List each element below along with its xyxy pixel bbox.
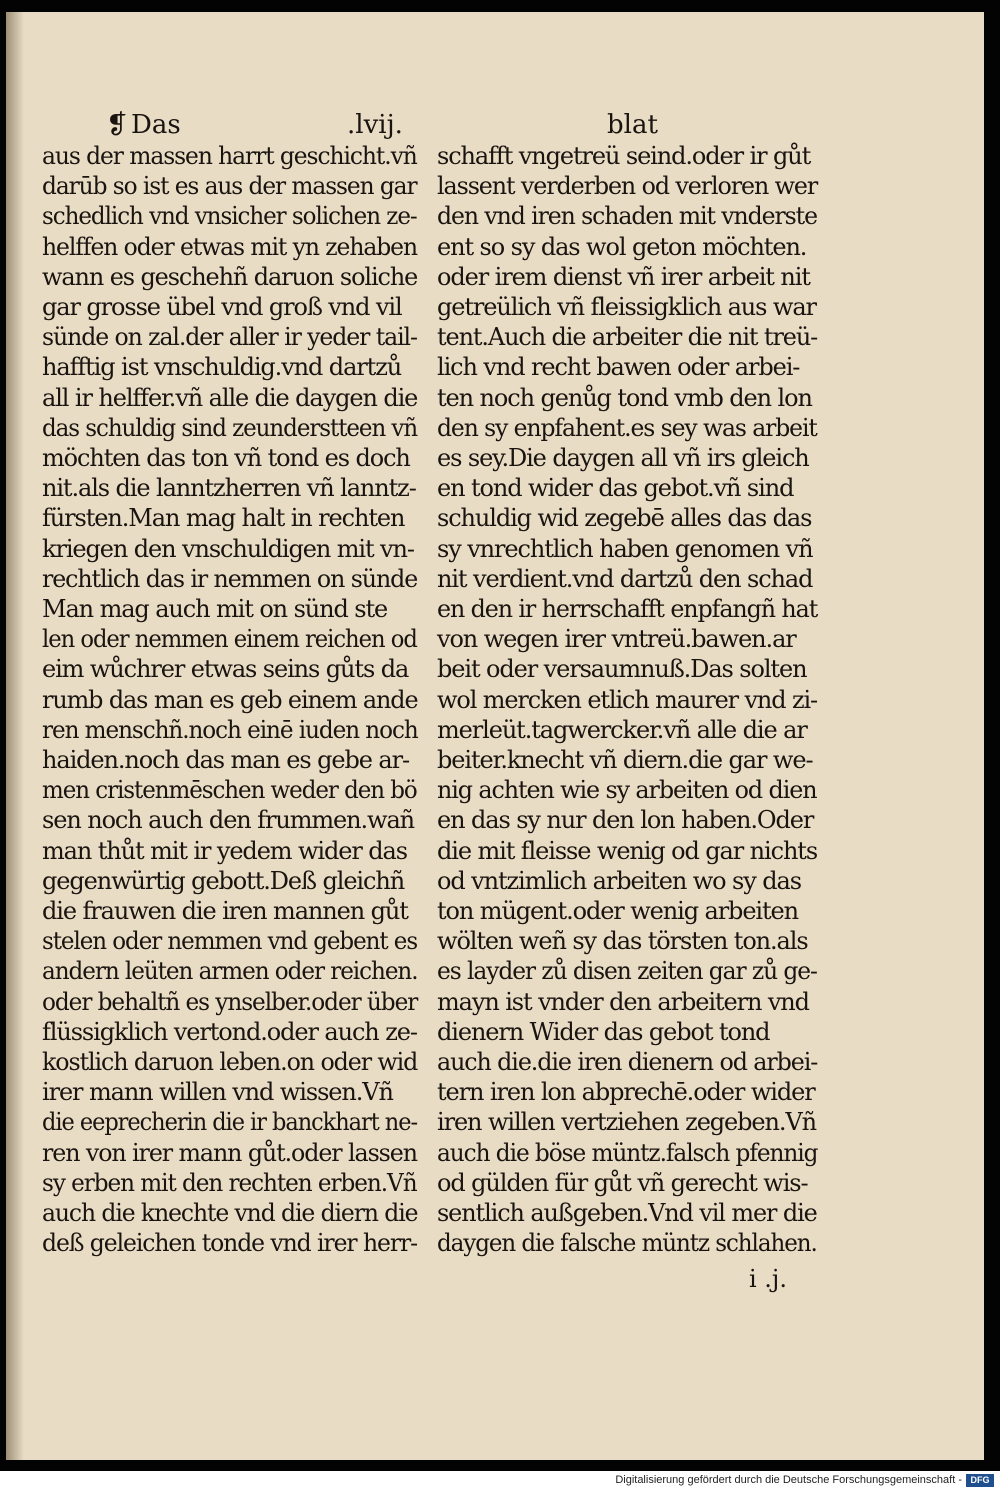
text-line: daygen die falsche müntz schlahen. bbox=[437, 1229, 817, 1258]
text-line: oder behaltñ es ynselber.oder über bbox=[42, 987, 418, 1016]
text-line: fürsten.Man mag halt in rechten bbox=[42, 504, 405, 533]
text-line: sen noch auch den frummen.wañ bbox=[42, 806, 415, 835]
text-line: sy vnrechtlich haben genomen vñ bbox=[437, 534, 813, 563]
text-line: auch die böse müntz.falsch pfennig bbox=[437, 1138, 818, 1167]
text-line: beiter.knecht vñ diern.die gar we- bbox=[437, 746, 813, 774]
text-line: mayn ist vnder den arbeitern vnd bbox=[437, 987, 809, 1016]
text-line: beit oder versaumnuß.Das solten bbox=[437, 655, 807, 684]
dfg-logo-icon: DFG bbox=[966, 1474, 994, 1487]
text-line: en den ir herrschafft enpfangñ hat bbox=[437, 595, 818, 623]
text-line: dienern Wider das gebot tond bbox=[437, 1017, 770, 1046]
header-right: blat bbox=[607, 110, 658, 140]
text-line: auch die.die iren dienern od arbei- bbox=[437, 1048, 818, 1076]
text-line: nit.als die lanntzherren vñ lanntz- bbox=[42, 474, 416, 503]
text-line: gar grosse übel vnd groß vnd vil bbox=[42, 293, 402, 321]
text-line: nit verdient.vnd dartzů den schad bbox=[437, 564, 813, 593]
text-line: merleüt.tagwercker.vñ alle die ar bbox=[437, 715, 807, 744]
text-line: man thůt mit ir yedem wider das bbox=[42, 836, 407, 865]
text-line: es layder zů disen zeiten gar zů ge- bbox=[437, 957, 817, 986]
text-line: men cristenmēschen weder den bö bbox=[42, 776, 417, 805]
text-line: len oder nemmen einem reichen od bbox=[42, 625, 417, 654]
text-line: Man mag auch mit on sünd ste bbox=[42, 595, 388, 623]
text-line: das schuldig sind zeunderstteen vñ bbox=[42, 413, 418, 442]
signature-mark: i .j. bbox=[749, 1265, 788, 1293]
text-line: tern iren lon abprechē.oder wider bbox=[437, 1078, 815, 1107]
text-line: rechtlich das ir nemmen on sünde bbox=[42, 564, 418, 593]
text-line: eim wůchrer etwas seins gůts da bbox=[42, 655, 409, 684]
text-line: kostlich daruon leben.on oder wid bbox=[42, 1048, 418, 1076]
text-line: oder irem dienst vñ irer arbeit nit bbox=[437, 262, 810, 291]
header-folio: .lvij. bbox=[347, 110, 403, 140]
text-line: irer mann willen vnd wissen.Vñ bbox=[42, 1078, 393, 1107]
text-line: die frauwen die iren mannen gůt bbox=[42, 897, 408, 925]
text-line: helffen oder etwas mit yn zehaben bbox=[42, 232, 418, 261]
text-line: ren menschñ.noch einē iuden noch bbox=[42, 715, 418, 744]
text-line: die eeprecherin die ir banckhart ne- bbox=[42, 1108, 418, 1137]
text-line: kriegen den vnschuldigen mit vn- bbox=[42, 534, 414, 563]
text-line: wol mercken etlich maurer vnd zi- bbox=[437, 685, 818, 714]
text-line: sentlich außgeben.Vnd vil mer die bbox=[437, 1199, 817, 1227]
pilcrow-icon: ❡ bbox=[106, 110, 128, 140]
text-line: ent so sy das wol geton möchten. bbox=[437, 232, 807, 261]
text-line: schafft vngetreü seind.oder ir gůt bbox=[437, 142, 811, 170]
text-line: schedlich vnd vnsicher solichen ze- bbox=[42, 202, 417, 231]
header-left-label: Das bbox=[131, 110, 181, 140]
text-line: darūb so ist es aus der massen gar bbox=[42, 172, 417, 201]
text-line: gegenwürtig gebott.Deß gleichñ bbox=[42, 866, 405, 895]
text-line: getreülich vñ fleissigklich aus war bbox=[437, 293, 816, 321]
text-line: möchten das ton vñ tond es doch bbox=[42, 444, 410, 472]
text-line: ton mügent.oder wenig arbeiten bbox=[437, 897, 799, 925]
text-line: lich vnd recht bawen oder arbei- bbox=[437, 353, 800, 382]
text-line: od vntzimlich arbeiten wo sy das bbox=[437, 866, 801, 895]
text-line: von wegen irer vntreü.bawen.ar bbox=[437, 625, 796, 654]
text-line: den sy enpfahent.es sey was arbeit bbox=[437, 413, 817, 442]
text-line: iren willen vertziehen zegeben.Vñ bbox=[437, 1108, 817, 1137]
footer-bar bbox=[0, 1471, 1000, 1491]
text-line: deß geleichen tonde vnd irer herr- bbox=[42, 1229, 418, 1258]
text-line: aus der massen harrt geschicht.vñ bbox=[42, 142, 417, 170]
text-line: tent.Auch die arbeiter die nit treü- bbox=[437, 323, 818, 352]
funding-credit: Digitalisierung gefördert durch die Deutsche Forschungsgemeinschaft - bbox=[615, 1474, 962, 1486]
text-line: andern leüten armen oder reichen. bbox=[42, 957, 418, 986]
text-line: en das sy nur den lon haben.Oder bbox=[437, 806, 814, 835]
text-line: wann es geschehñ daruon soliche bbox=[42, 262, 418, 291]
text-line: rumb das man es geb einem ande bbox=[42, 685, 418, 714]
text-line: sy erben mit den rechten erben.Vñ bbox=[42, 1168, 417, 1197]
text-line: es sey.Die daygen all vñ irs gleich bbox=[437, 444, 809, 472]
text-line: die mit fleisse wenig od gar nichts bbox=[437, 836, 818, 865]
text-line: nig achten wie sy arbeiten od dien bbox=[437, 776, 817, 805]
text-line: en tond wider das gebot.vñ sind bbox=[437, 474, 794, 503]
text-line: wölten weñ sy das törsten ton.als bbox=[437, 927, 808, 956]
text-line: stelen oder nemmen vnd gebent es bbox=[42, 927, 418, 956]
book-page bbox=[6, 12, 984, 1460]
text-line: od gülden für gůt vñ gerecht wis- bbox=[437, 1168, 808, 1197]
text-line: sünde on zal.der aller ir yeder tail- bbox=[42, 323, 417, 352]
text-line: den vnd iren schaden mit vnderste bbox=[437, 202, 817, 231]
text-line: auch die knechte vnd die diern die bbox=[42, 1199, 418, 1227]
text-line: all ir helffer.vñ alle die daygen die bbox=[42, 383, 418, 412]
text-line: ten noch genůg tond vmb den lon bbox=[437, 383, 812, 412]
text-line: hafftig ist vnschuldig.vnd dartzů bbox=[42, 353, 402, 382]
text-line: schuldig wid zegebē alles das das bbox=[437, 504, 812, 533]
text-line: flüssigklich vertond.oder auch ze- bbox=[42, 1017, 417, 1046]
text-line: lassent verderben od verloren wer bbox=[437, 172, 818, 201]
text-line: haiden.noch das man es gebe ar- bbox=[42, 746, 409, 774]
page-gutter bbox=[6, 12, 24, 1460]
text-line: ren von irer mann gůt.oder lassen bbox=[42, 1138, 417, 1167]
